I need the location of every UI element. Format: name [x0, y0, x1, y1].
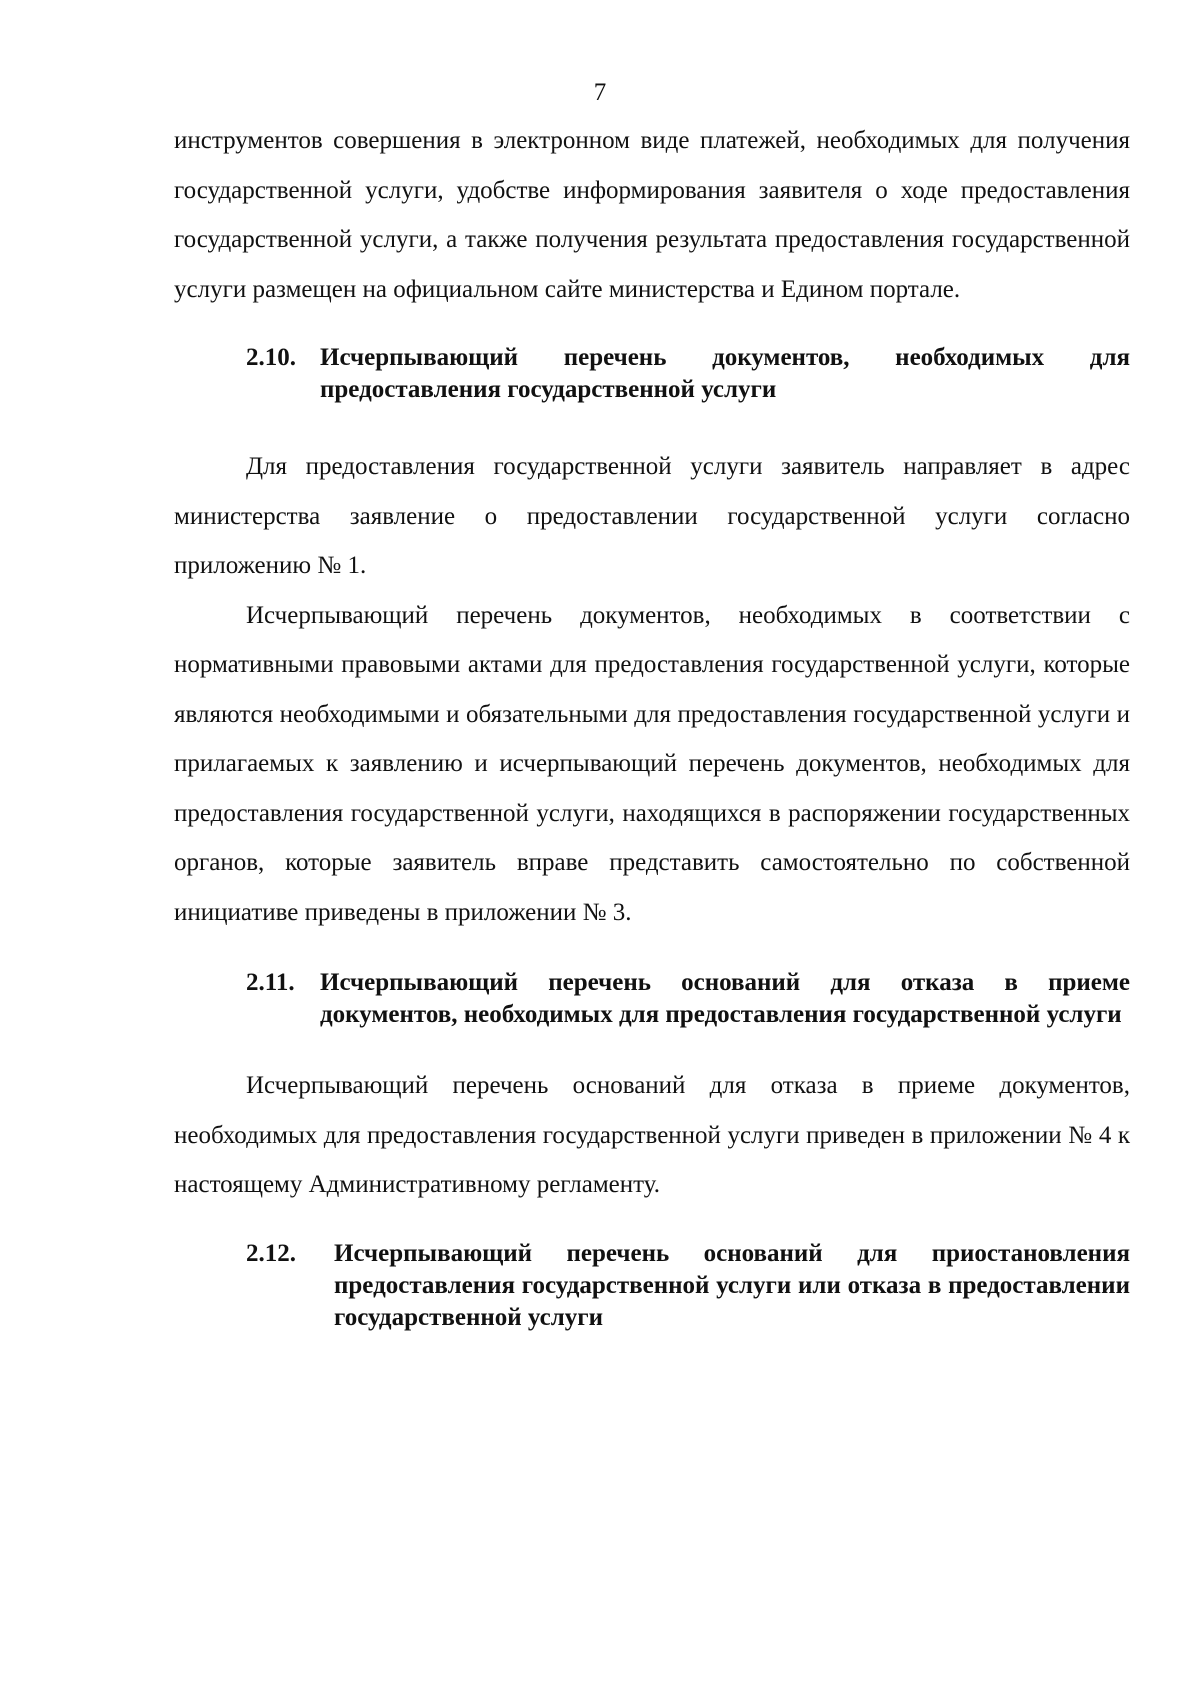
section-number: 2.10. — [246, 344, 296, 371]
section-heading-2-12 — [246, 1238, 1130, 1334]
section-title: Исчерпывающий перечень документов, необходимых для предоставления государственной услуги — [320, 344, 1130, 403]
paragraph-continuation: инструментов совершения в электронном виде платежей, необходимых для получения государственной услуги, удобстве информирования заявителя о ходе предоставления государственной услуги, а также получения результата предоставления государственной услуги размещен на официальном сайте министерства и Едином портале. — [174, 127, 1130, 303]
paragraph-documents-list: Исчерпывающий перечень документов, необходимых в соответствии с нормативными правовыми актами для предоставления государственной услуги, которые являются необходимыми и обязательными для предоставления государственной услуги и прилагаемых к заявлению и исчерпывающий перечень документов, необходимых для предоставления государственной услуги, находящихся в распоряжении государственных органов, которые заявитель вправе представить самостоятельно по собственной инициативе приведены в приложении № 3. — [174, 601, 1130, 926]
section-heading-2-10 — [246, 342, 1130, 406]
paragraph-application: Для предоставления государственной услуги заявитель направляет в адрес министерства заявление о предоставлении государственной услуги согласно приложению № 1. — [174, 453, 1130, 579]
section-number: 2.12. — [246, 1239, 296, 1267]
document-body — [174, 116, 1130, 1334]
section-number: 2.11. — [246, 969, 295, 996]
paragraph-refusal-grounds: Исчерпывающий перечень оснований для отказа в приеме документов, необходимых для предоставления государственной услуги приведен в приложении № 4 к настоящему Административному регламенту. — [174, 1072, 1130, 1198]
page-number: 7 — [593, 79, 607, 106]
section-title: Исчерпывающий перечень оснований для приостановления предоставления государственной услуги или отказа в предоставлении государственной услуги — [334, 1239, 1130, 1331]
section-heading-2-11 — [246, 967, 1130, 1031]
section-title: Исчерпывающий перечень оснований для отказа в приеме документов, необходимых для предоставления государственной услуги — [320, 969, 1130, 1028]
